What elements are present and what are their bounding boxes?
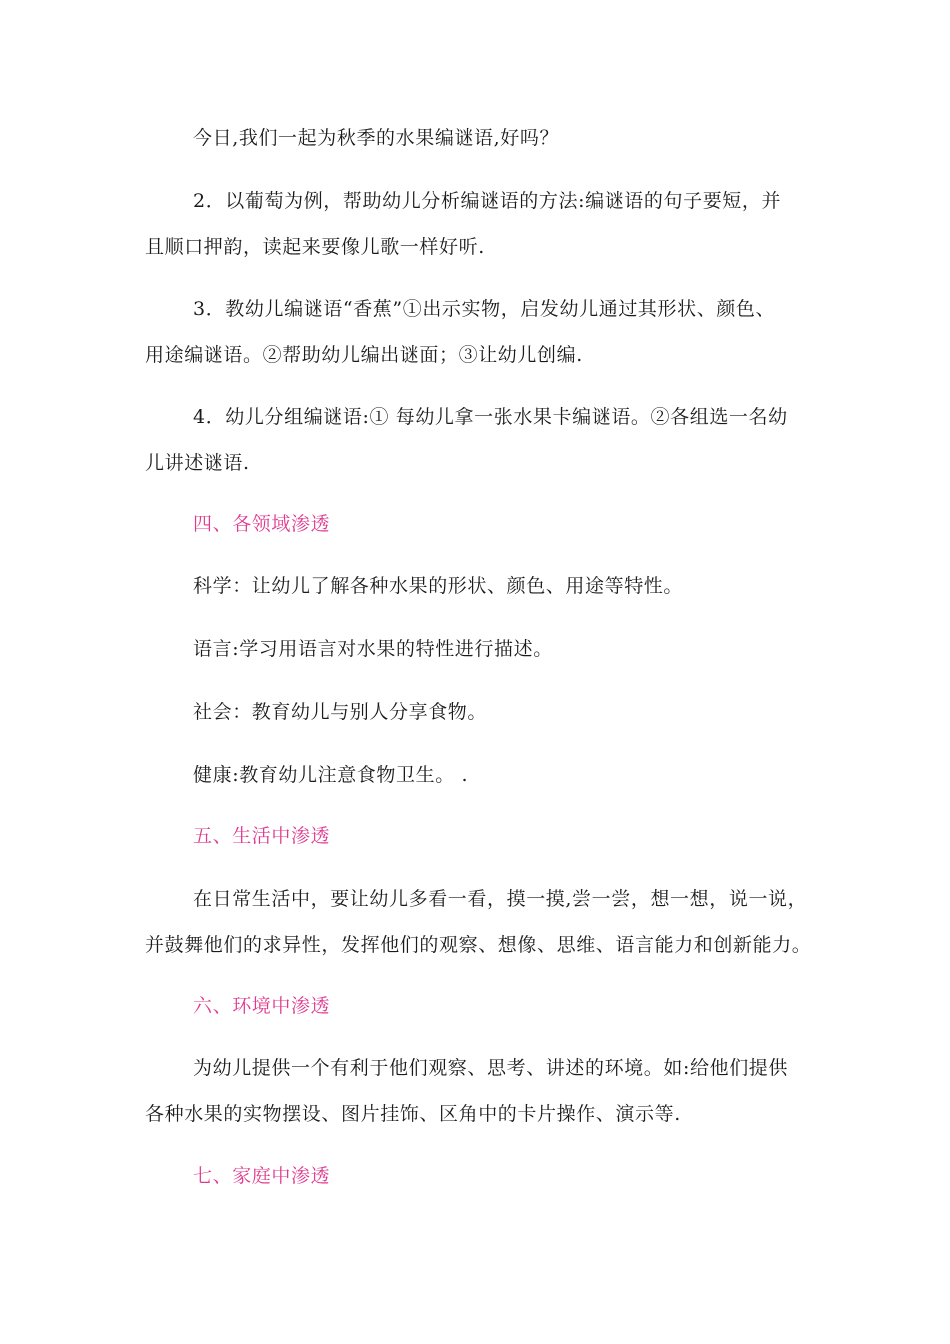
paragraph-environment-line-2: 各种水果的实物摆设、图片挂饰、区角中的卡片操作、演示等. — [145, 1103, 681, 1125]
paragraph-intro: 今日,我们一起为秋季的水果编谜语,好吗？ — [193, 127, 560, 149]
paragraph-step-2-line-1: 2．以葡萄为例，帮助幼儿分析编谜语的方法:编谜语的句子要短，并 — [193, 190, 782, 212]
paragraph-science: 科学：让幼儿了解各种水果的形状、颜色、用途等特性。 — [193, 575, 684, 597]
section-heading-daily-life: 五、生活中渗透 — [193, 825, 331, 847]
paragraph-step-2-line-2: 且顺口押韵，读起来要像儿歌一样好听. — [145, 236, 485, 258]
paragraph-step-4-line-2: 儿讲述谜语. — [145, 452, 250, 474]
section-heading-domains: 四、各领域渗透 — [193, 513, 331, 535]
paragraph-step-3-line-2: 用途编谜语。②帮助幼儿编出谜面；③让幼儿创编. — [145, 344, 583, 366]
paragraph-step-3-line-1: 3．教幼儿编谜语“香蕉”①出示实物，启发幼儿通过其形状、颜色、 — [193, 298, 776, 320]
section-heading-environment: 六、环境中渗透 — [193, 995, 331, 1017]
paragraph-language: 语言:学习用语言对水果的特性进行描述。 — [193, 638, 553, 660]
paragraph-daily-life-line-1: 在日常生活中，要让幼儿多看一看，摸一摸,尝一尝，想一想，说一说， — [193, 888, 808, 910]
paragraph-step-4-line-1: 4．幼儿分组编谜语:① 每幼儿拿一张水果卡编谜语。②各组选一名幼 — [193, 406, 788, 428]
paragraph-society: 社会：教育幼儿与别人分享食物。 — [193, 701, 488, 723]
paragraph-environment-line-1: 为幼儿提供一个有利于他们观察、思考、讲述的环境。如:给他们提供 — [193, 1057, 789, 1079]
paragraph-health: 健康:教育幼儿注意食物卫生。 . — [193, 764, 469, 786]
section-heading-family: 七、家庭中渗透 — [193, 1165, 331, 1187]
paragraph-daily-life-line-2: 并鼓舞他们的求异性，发挥他们的观察、想像、思维、语言能力和创新能力。 — [145, 934, 812, 956]
